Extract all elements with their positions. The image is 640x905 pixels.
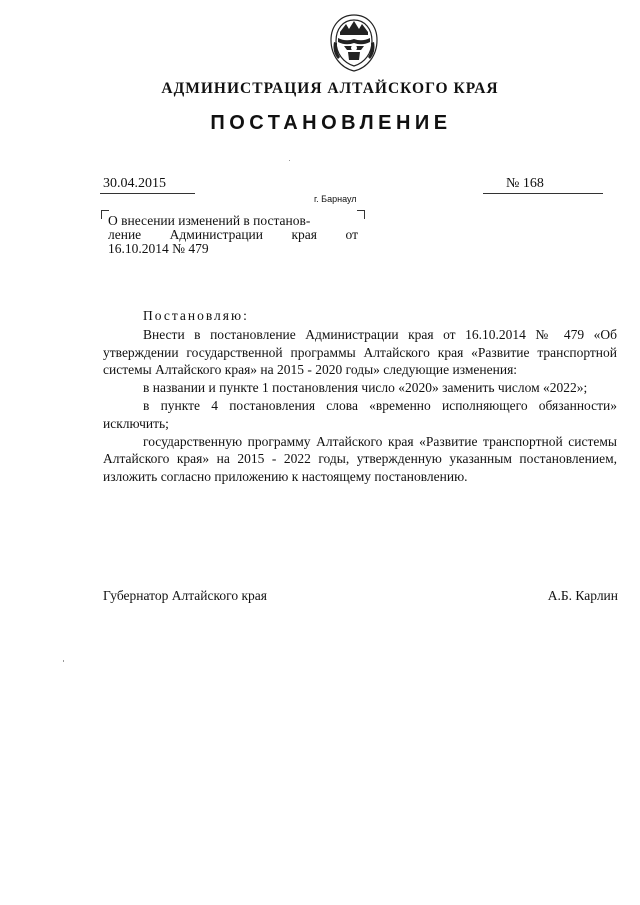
body-lead: Постановляю: [143, 308, 249, 323]
body-paragraph: Внести в постановление Администрации края от 16.10.2014 № 479 «Об утверждении государственной программы Алтайского края «Развитие транспортной системы Алтайского края» на 2015 - 2020 годы» следующие изменения: [103, 326, 617, 378]
subject-line: ление Администрации края от [108, 227, 358, 242]
body-paragraph: в названии и пункте 1 постановления число «2020» заменить числом «2022»; [143, 380, 588, 396]
number-underline [483, 193, 603, 194]
coat-of-arms-emblem [326, 12, 382, 74]
document-number: № 168 [506, 176, 544, 191]
document-type-title: ПОСТАНОВЛЕНИЕ [210, 112, 452, 134]
subject-line: О внесении изменений в постанов- [108, 213, 311, 228]
subject-bracket-right [357, 210, 365, 219]
organization-name: АДМИНИСТРАЦИЯ АЛТАЙСКОГО КРАЯ [161, 80, 499, 97]
body-paragraph: государственную программу Алтайского края «Развитие транспортной системы Алтайского края» на 2015 - 2022 годы, утвержденную указанным постановлением, изложить согласно приложению к настоящему постановлению. [103, 433, 617, 485]
scan-speck [63, 660, 64, 662]
scan-speck [289, 160, 290, 161]
document-body [103, 307, 617, 486]
body-paragraph: в пункте 4 постановления слова «временно исполняющего обязанности» исключить; [103, 397, 617, 431]
date-underline [100, 193, 195, 194]
signer-name: А.Б. Карлин [547, 588, 618, 603]
document-date: 30.04.2015 [103, 176, 166, 191]
city-label: г. Барнаул [314, 194, 357, 204]
signer-title: Губернатор Алтайского края [103, 588, 267, 603]
subject-block [108, 214, 358, 256]
subject-line: 16.10.2014 № 479 [108, 241, 209, 256]
